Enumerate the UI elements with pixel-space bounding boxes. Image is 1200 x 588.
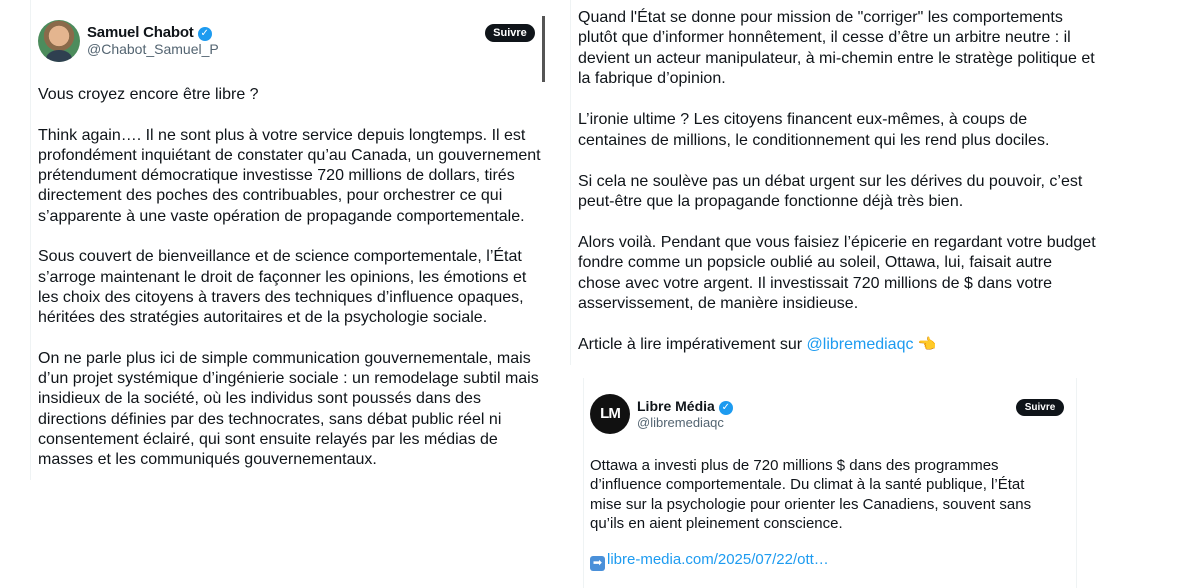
post-paragraph: L’ironie ultime ? Les citoyens financent eux-mêmes, à coups de centaines de millions, le conditionnement qui les rend plus dociles. xyxy=(578,111,1050,149)
author-name[interactable]: Samuel Chabot xyxy=(87,24,194,41)
post-paragraph: Vous croyez encore être libre ? xyxy=(38,86,259,103)
follow-button[interactable]: Suivre xyxy=(485,24,535,42)
post-paragraph: Alors voilà. Pendant que vous faisiez l’épicerie en regardant votre budget fondre comme un popsicle oublié au soleil, Ottawa, lui, faisait autre chose avec votre argent. Il investissait 720 millions de $ dans votre asservissement, de manière insidieuse. xyxy=(578,234,1096,313)
post-paragraph: Si cela ne soulève pas un débat urgent sur les dérives du pouvoir, c’est peut-être que la propagande fonctionne déjà très bien. xyxy=(578,172,1083,211)
quoted-post-card[interactable] xyxy=(583,378,1077,588)
article-link[interactable] xyxy=(590,551,829,571)
scrollbar-thumb[interactable] xyxy=(542,16,545,82)
follow-button[interactable]: Suivre xyxy=(1016,399,1064,416)
post-paragraph: Sous couvert de bienveillance et de science comportementale, l’État s’arroge maintenant le droit de façonner les opinions, les émotions et les choix des citoyens à travers des techniques d’influence opaques, héritées des stratégies autoritaires et de la psychologie sociale. xyxy=(38,248,527,327)
post-text xyxy=(38,85,548,491)
verified-badge-icon: ✓ xyxy=(719,401,733,415)
quoted-post-text: Ottawa a investi plus de 720 millions $ dans des programmes d’influence comportementale. Du climat à la santé publique, l’État mise sur la psychologie pour orienter les Canadiens, souvent sans qu’ils en aient pleinement conscience. xyxy=(590,457,1032,533)
verified-badge-icon: ✓ xyxy=(198,27,212,41)
libre-media-logo[interactable]: LM xyxy=(590,394,630,434)
left-post xyxy=(30,0,545,480)
article-link-text[interactable]: libre-media.com/2025/07/22/ott… xyxy=(607,551,829,568)
author-name-row[interactable] xyxy=(87,24,212,41)
pointing-hand-icon: 👈 xyxy=(917,336,937,354)
post-paragraph: On ne parle plus ici de simple communication gouvernementale, mais d’un projet systémique d’ingénierie sociale : un remodelage subtil mais insidieux de la société, où les individus sont poussés dans des directions définies par des technocrates, sans débat public réel ni consentement éclairé, qui sont ensuite relayés par les médias de masses et les communiqués gouvernementaux. xyxy=(38,349,539,469)
author-avatar[interactable] xyxy=(38,20,80,62)
author-handle[interactable]: @Chabot_Samuel_P xyxy=(87,41,219,57)
cta-paragraph xyxy=(578,335,1098,355)
column-divider xyxy=(570,0,571,365)
right-post-text xyxy=(578,8,1098,376)
post-paragraph: Quand l'État se donne pour mission de "corriger" les comportements plutôt que d’informer honnêtement, il cesse d’être un arbitre neutre : il devient un acteur manipulateur, à mi-chemin entre le stratège politique et la fabrique d’opinion. xyxy=(578,9,1095,88)
cta-text: Article à lire impérativement sur xyxy=(578,336,807,354)
quoted-author-handle[interactable]: @libremediaqc xyxy=(637,415,724,430)
arrow-right-icon: ➡ xyxy=(590,556,605,571)
post-paragraph: Think again…. Il ne sont plus à votre service depuis longtemps. Il est profondément inquiétant de constater qu’au Canada, un gouvernement prétendument démocratique investisse 720 millions de dollars, tirés directement des poches des contribuables, pour orchestrer ce qui s’apparente à une vaste opération de propagande comportementale. xyxy=(38,126,541,225)
quoted-author-name[interactable]: Libre Média xyxy=(637,398,715,414)
quoted-author-name-row[interactable] xyxy=(637,398,733,415)
mention-link[interactable]: @libremediaqc xyxy=(806,336,914,354)
